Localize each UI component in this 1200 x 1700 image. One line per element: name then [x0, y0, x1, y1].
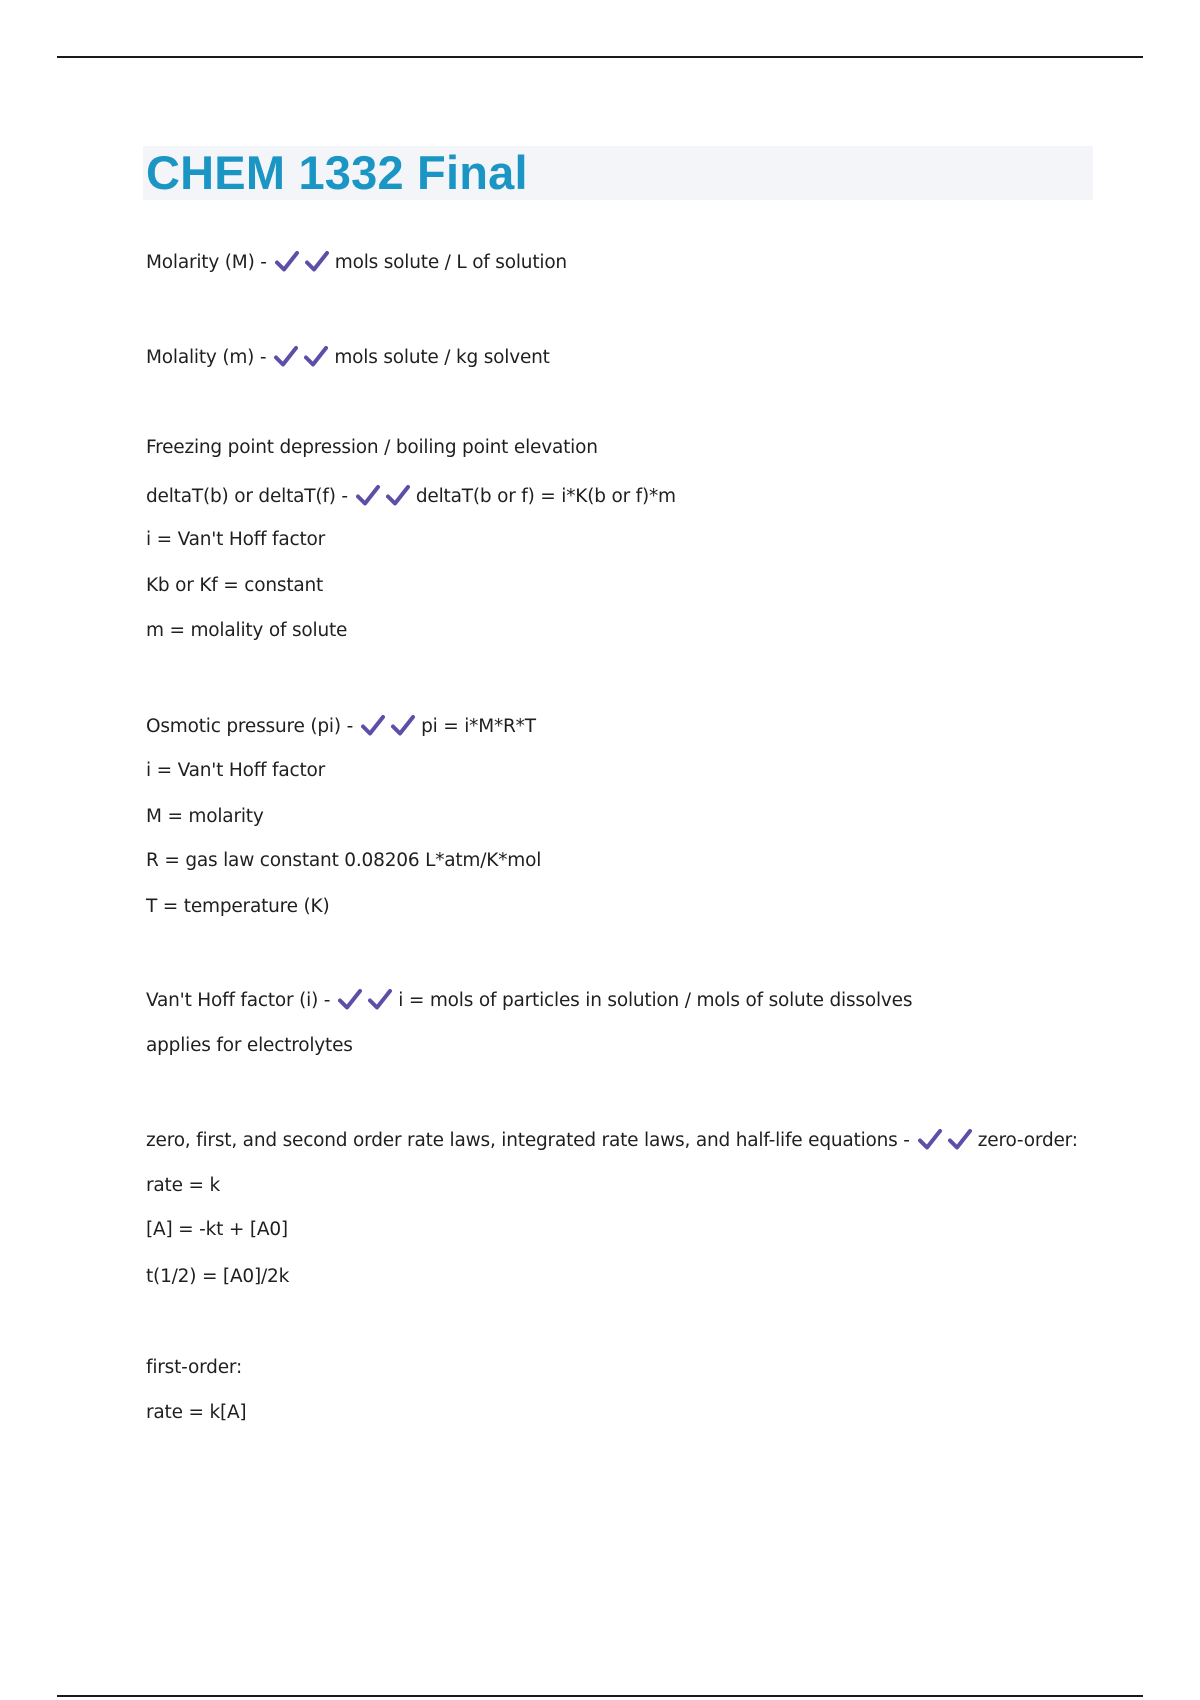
term-label: Molarity (M) - [146, 252, 267, 273]
text-line: Freezing point depression / boiling point elevation [146, 437, 598, 458]
term-label: deltaT(b) or deltaT(f) - [146, 486, 348, 507]
text-line: i = Van't Hoff factor [146, 529, 326, 550]
check-icon [338, 988, 362, 1010]
bottom-rule [57, 1695, 1143, 1697]
text-line: first-order: [146, 1357, 243, 1378]
check-icon [386, 484, 410, 506]
top-rule [57, 56, 1143, 58]
text-line: T = temperature (K) [146, 896, 330, 917]
term-line-molality [146, 345, 550, 370]
definition-text: pi = i*M*R*T [421, 716, 536, 737]
text-line: t(1/2) = [A0]/2k [146, 1266, 290, 1287]
check-icon [305, 250, 329, 272]
check-icon [391, 714, 415, 736]
definition-text: mols solute / L of solution [334, 252, 567, 273]
document-title: CHEM 1332 Final [146, 146, 528, 199]
definition-text: zero-order: [977, 1130, 1078, 1151]
text-line: M = molarity [146, 806, 264, 827]
definition-text: deltaT(b or f) = i*K(b or f)*m [415, 486, 676, 507]
text-line: rate = k [146, 1175, 220, 1196]
check-icon [275, 250, 299, 272]
text-line: Kb or Kf = constant [146, 575, 324, 596]
term-label: Osmotic pressure (pi) - [146, 716, 354, 737]
check-icon [368, 988, 392, 1010]
check-icon [361, 714, 385, 736]
term-line-delta-t [146, 484, 676, 509]
term-line-vant-hoff [146, 988, 912, 1013]
text-line: R = gas law constant 0.08206 L*atm/K*mol [146, 850, 542, 871]
term-label: Molality (m) - [146, 347, 267, 368]
check-icon [918, 1128, 942, 1150]
check-icon [304, 345, 328, 367]
check-icon [274, 345, 298, 367]
term-line-rate-laws [146, 1128, 1078, 1153]
text-line: [A] = -kt + [A0] [146, 1219, 288, 1240]
term-line-molarity [146, 250, 567, 275]
check-icon [948, 1128, 972, 1150]
definition-text: i = mols of particles in solution / mols of solute dissolves [398, 990, 913, 1011]
text-line: i = Van't Hoff factor [146, 760, 326, 781]
check-icon [356, 484, 380, 506]
term-label: zero, first, and second order rate laws, integrated rate laws, and half-life equations - [146, 1130, 910, 1151]
text-line: m = molality of solute [146, 620, 348, 641]
definition-text: mols solute / kg solvent [334, 347, 550, 368]
term-line-osmotic-pressure [146, 714, 536, 739]
text-line: rate = k[A] [146, 1402, 247, 1423]
term-label: Van't Hoff factor (i) - [146, 990, 331, 1011]
text-line: applies for electrolytes [146, 1035, 353, 1056]
